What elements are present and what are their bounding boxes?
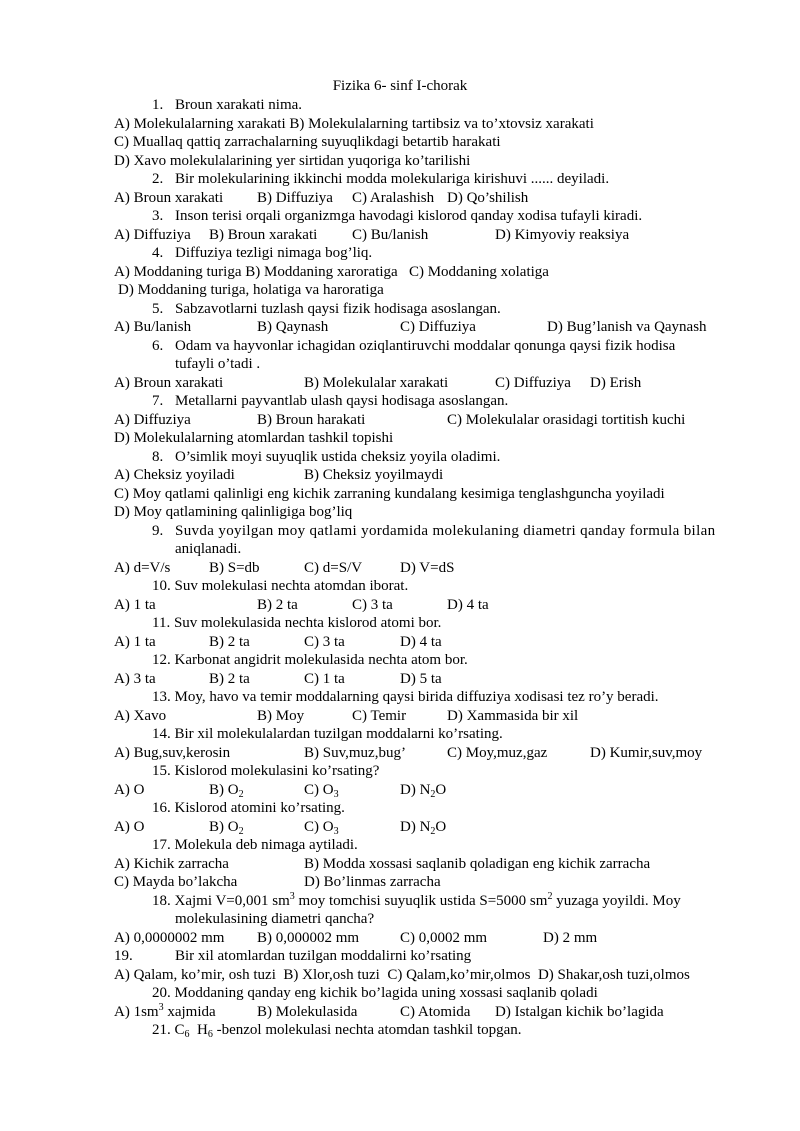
question-12-option-d: D) 5 ta <box>400 671 442 687</box>
question-14-option-b: B) Suv,muz,bug’ <box>304 745 406 761</box>
question-9-option-c: C) d=S/V <box>304 560 363 576</box>
question-12-option-c: C) 1 ta <box>304 671 345 687</box>
question-18: 18. Xajmi V=0,001 $sm^3$ moy tomchisi suyuqlik ustida S=5000 $sm^2$ yuzaga yoyildi. Moy <box>152 891 681 909</box>
question-1-option-c: C) Muallaq qattiq zarrachalarning suyuqlikdagi betartib harakati <box>114 134 501 150</box>
question-13-option-c: C) Temir <box>352 708 407 724</box>
question-6-continued: tufayli o’tadi . <box>175 356 261 372</box>
question-9-continued: aniqlanadi. <box>175 541 242 557</box>
question-4-option-d: D) Moddaning turiga, holatiga va haroratiga <box>118 282 384 298</box>
question-15-option-b: B) $O_2$ <box>209 782 244 800</box>
question-5: 5. Sabzavotlarni tuzlash qaysi fizik hodisaga asoslangan. <box>152 301 501 317</box>
question-21: 21. $C_6$ $H_6$ -benzol molekulasi nechta atomdan tashkil topgan. <box>152 1022 522 1040</box>
question-10: 10. Suv molekulasi nechta atomdan iborat. <box>152 578 409 594</box>
question-5-option-d: D) Bug’lanish va Qaynash <box>547 319 707 335</box>
question-18-continued: molekulasining diametri qancha? <box>175 911 375 927</box>
question-19-options: A) Qalam, ko’mir, osh tuzi B) Xlor,osh tuzi C) Qalam,ko’mir,olmos D) Shakar,osh tuzi,olmos <box>114 967 690 983</box>
question-17: 17. Molekula deb nimaga aytiladi. <box>152 837 358 853</box>
question-8-option-c: C) Moy qatlami qalinligi eng kichik zarraning kundalang kesimiga tenglashguncha yoyiladi <box>114 486 665 502</box>
question-17-option-d: D) Bo’linmas zarracha <box>304 874 441 890</box>
question-9: 9. Suvda yoyilgan moy qatlami yordamida molekulaning diametri qanday formula bilan <box>152 523 716 539</box>
question-15-option-c: C) $O_3$ <box>304 782 339 800</box>
question-5-option-b: B) Qaynash <box>257 319 329 335</box>
question-16-option-c: C) $O_3$ <box>304 819 339 837</box>
question-2-option-c: C) Aralashish <box>352 190 435 206</box>
question-3-option-d: D) Kimyoviy reaksiya <box>495 227 630 243</box>
question-9-option-d: D) V=dS <box>400 560 455 576</box>
question-6-option-d: D) Erish <box>590 375 642 391</box>
question-17-option-a: A) Kichik zarracha <box>114 856 229 872</box>
question-15-option-a: A) O <box>114 782 145 798</box>
question-11: 11. Suv molekulasida nechta kislorod atomi bor. <box>152 615 442 631</box>
question-6-option-a: A) Broun xarakati <box>114 375 224 391</box>
page-title: Fizika 6- sinf I-chorak <box>332 78 468 94</box>
question-13-option-d: D) Xammasida bir xil <box>447 708 579 724</box>
question-11-option-a: A) 1 ta <box>114 634 156 650</box>
question-3-option-b: B) Broun xarakati <box>209 227 318 243</box>
question-5-option-c: C) Diffuziya <box>400 319 476 335</box>
question-10-option-c: C) 3 ta <box>352 597 393 613</box>
question-14-option-a: A) Bug,suv,kerosin <box>114 745 231 761</box>
question-6-option-b: B) Molekulalar xarakati <box>304 375 449 391</box>
question-14-option-c: C) Moy,muz,gaz <box>447 745 548 761</box>
question-20-option-b: B) Molekulasida <box>257 1004 358 1020</box>
question-7-option-a: A) Diffuziya <box>114 412 191 428</box>
question-8-option-a: A) Cheksiz yoyiladi <box>114 467 235 483</box>
question-11-option-c: C) 3 ta <box>304 634 345 650</box>
question-5-option-a: A) Bu/lanish <box>114 319 192 335</box>
question-15: 15. Kislorod molekulasini ko’rsating? <box>152 763 380 779</box>
question-9-option-b: B) S=db <box>209 560 260 576</box>
question-7: 7. Metallarni payvantlab ulash qaysi hodisaga asoslangan. <box>152 393 509 409</box>
question-20: 20. Moddaning qanday eng kichik bo’lagida uning xossasi saqlanib qoladi <box>152 985 598 1001</box>
question-16-option-a: A) O <box>114 819 145 835</box>
question-19-number: 19. <box>114 948 133 964</box>
question-10-option-b: B) 2 ta <box>257 597 298 613</box>
question-11-option-b: B) 2 ta <box>209 634 250 650</box>
question-3: 3. Inson terisi orqali organizmga havodagi kislorod qanday xodisa tufayli kiradi. <box>152 208 643 224</box>
question-13-option-b: B) Moy <box>257 708 305 724</box>
question-17-option-b: B) Modda xossasi saqlanib qoladigan eng kichik zarracha <box>304 856 651 872</box>
question-12-option-b: B) 2 ta <box>209 671 250 687</box>
question-18-option-b: B) 0,000002 mm <box>257 930 360 946</box>
question-7-option-c: C) Molekulalar orasidagi tortitish kuchi <box>447 412 686 428</box>
question-10-option-a: A) 1 ta <box>114 597 156 613</box>
question-20-option-d: D) Istalgan kichik bo’lagida <box>495 1004 664 1020</box>
question-1-options-ab: A) Molekulalarning xarakati B) Molekulalarning tartibsiz va to’xtovsiz xarakati <box>114 116 594 132</box>
question-18-option-d: D) 2 mm <box>543 930 598 946</box>
question-19: Bir xil atomlardan tuzilgan moddalirni ko’rsating <box>175 948 472 964</box>
question-2-option-a: A) Broun xarakati <box>114 190 224 206</box>
question-4-options-abc: A) Moddaning turiga B) Moddaning xaroratiga C) Moddaning xolatiga <box>114 264 549 280</box>
question-16-option-b: B) $O_2$ <box>209 819 244 837</box>
question-8: 8. O’simlik moyi suyuqlik ustida cheksiz yoyila oladimi. <box>152 449 501 465</box>
question-16: 16. Kislorod atomini ko’rsating. <box>152 800 345 816</box>
question-6: 6. Odam va hayvonlar ichagidan oziqlantiruvchi moddalar qonunga qaysi fizik hodisa <box>152 338 676 354</box>
question-2: 2. Bir molekularining ikkinchi modda molekulariga kirishuvi ...... deyiladi. <box>152 171 610 187</box>
question-20-option-c: C) Atomida <box>400 1004 471 1020</box>
question-20-option-a: A) $1sm^3$ xajmida <box>114 1002 216 1020</box>
question-12: 12. Karbonat angidrit molekulasida nechta atom bor. <box>152 652 468 668</box>
question-13-option-a: A) Xavo <box>114 708 167 724</box>
question-2-option-d: D) Qo’shilish <box>447 190 529 206</box>
question-1: 1. Broun xarakati nima. <box>152 97 303 113</box>
question-11-option-d: D) 4 ta <box>400 634 442 650</box>
question-7-option-d: D) Molekulalarning atomlardan tashkil topishi <box>114 430 394 446</box>
question-13: 13. Moy, havo va temir moddalarning qaysi birida diffuziya xodisasi tez ro’y beradi. <box>152 689 659 705</box>
question-14: 14. Bir xil molekulalardan tuzilgan moddalarni ko’rsating. <box>152 726 503 742</box>
question-6-option-c: C) Diffuziya <box>495 375 571 391</box>
question-7-option-b: B) Broun harakati <box>257 412 366 428</box>
question-9-option-a: A) d=V/s <box>114 560 171 576</box>
question-8-option-d: D) Moy qatlamining qalinligiga bog’liq <box>114 504 353 520</box>
question-16-option-d: D) $N_2O$ <box>400 819 447 837</box>
question-8-option-b: B) Cheksiz yoyilmaydi <box>304 467 444 483</box>
question-17-option-c: C) Mayda bo’lakcha <box>114 874 238 890</box>
question-15-option-d: D) $N_2O$ <box>400 782 447 800</box>
question-18-option-c: C) 0,0002 mm <box>400 930 488 946</box>
question-2-option-b: B) Diffuziya <box>257 190 333 206</box>
question-3-option-c: C) Bu/lanish <box>352 227 429 243</box>
question-18-option-a: A) 0,0000002 mm <box>114 930 225 946</box>
question-14-option-d: D) Kumir,suv,moy <box>590 745 703 761</box>
question-1-option-d: D) Xavo molekulalarining yer sirtidan yuqoriga ko’tarilishi <box>114 153 471 169</box>
question-12-option-a: A) 3 ta <box>114 671 156 687</box>
question-4: 4. Diffuziya tezligi nimaga bog’liq. <box>152 245 373 261</box>
question-3-option-a: A) Diffuziya <box>114 227 191 243</box>
question-10-option-d: D) 4 ta <box>447 597 489 613</box>
